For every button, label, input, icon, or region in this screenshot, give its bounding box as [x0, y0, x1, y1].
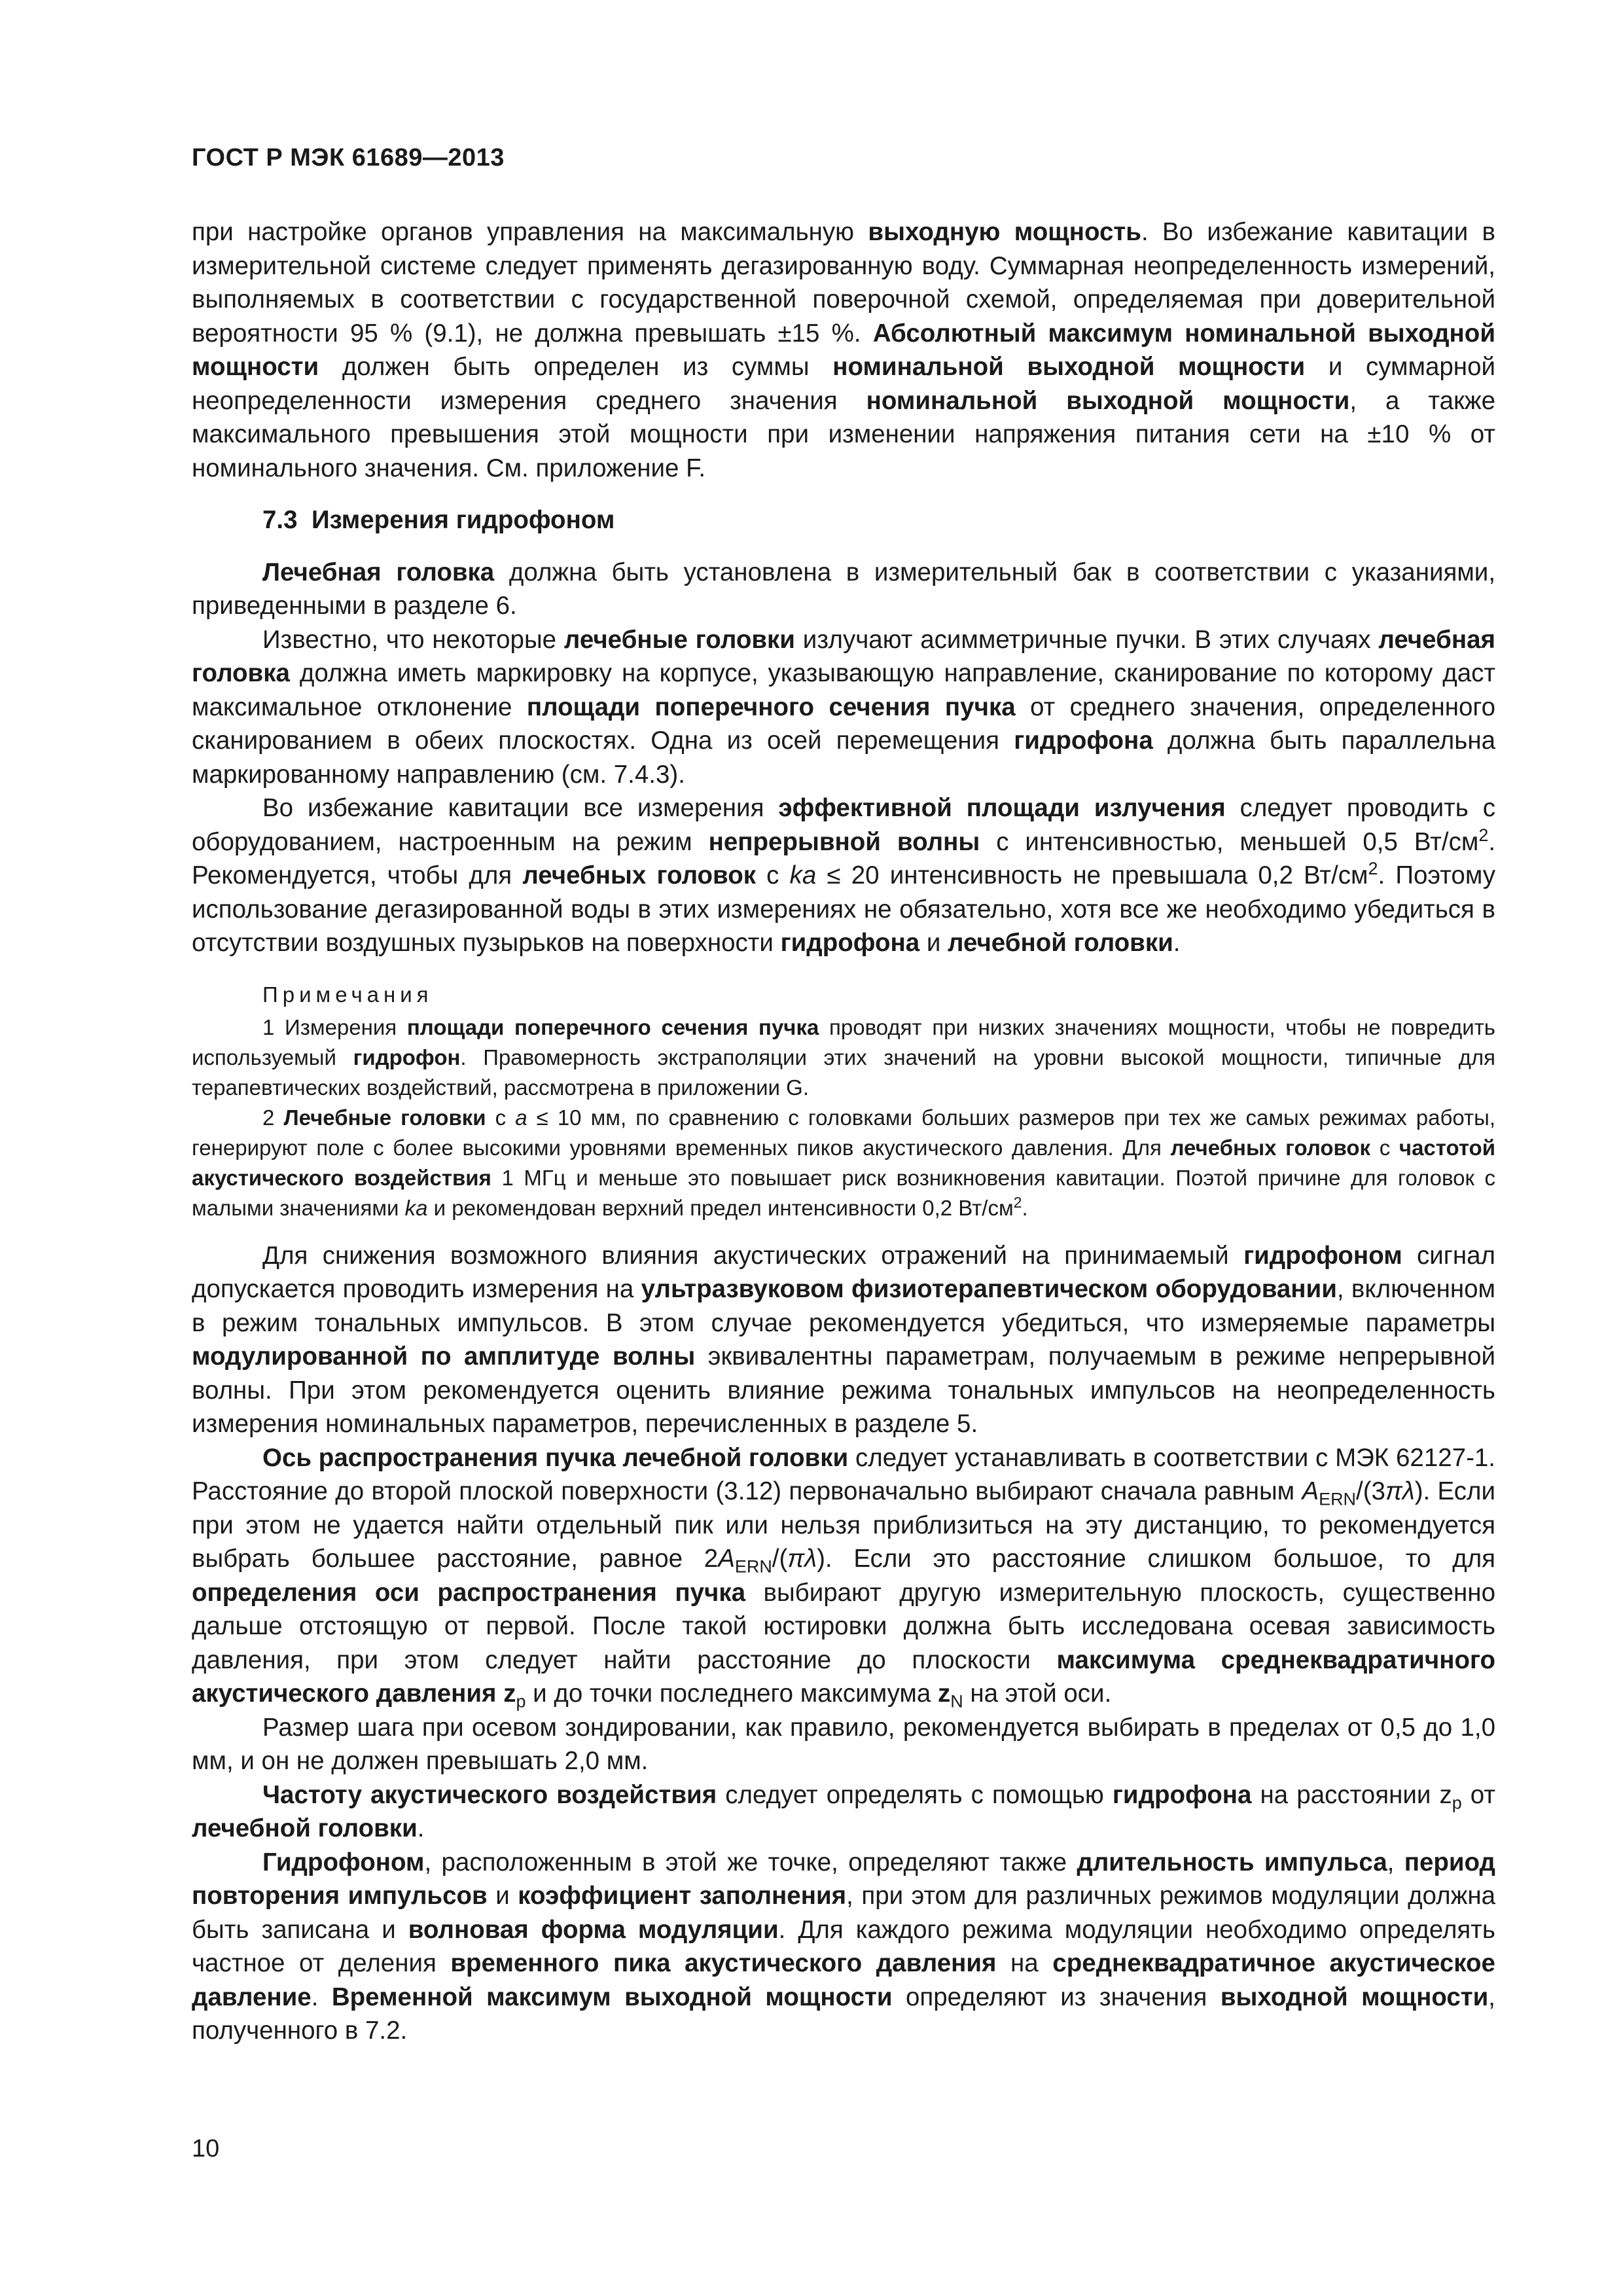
paragraph-beam-axis: Ось распространения пучка лечебной головки следует устанавливать в соответствии с МЭК 62127-1. Расстояние до второй плоской поверхности (3.12) первоначально выбирают сначала равным $A_{ERN}/(3\pi\lambda)$. Если при этом не удается найти отдельный пик или нельзя приблизиться на эту дистанцию, то рекомендуется выбрать большее расстояние, равное $2A_{ERN}/(\pi\lambda)$. Если это расстояние слишком большое, то для определения оси распространения пучка выбирают другую измерительную плоскость, существенно дальше отстоящую от первой. После такой юстировки должна быть исследована осевая зависимость давления, при этом следует найти расстояние до плоскости максимума среднеквадратичного акустического давления $z_p$ и до точки последнего максимума $z_N$ на этой оси.: [192, 1443, 1496, 1712]
paragraph-reflections: Для снижения возможного влияния акустических отражений на принимаемый гидрофоном сигнал допускается проводить измерения на ультразвуковом физиотерапевтическом оборудовании, включенном в режим тональных импульсов. В этом случае рекомендуется убедиться, что измеряемые параметры модулированной по амплитуде волны эквивалентны параметрам, получаемым в режиме непрерывной волны. При этом рекомендуется оценить влияние режима тональных импульсов на неопределенность измерения номинальных параметров, перечисленных в разделе 5.: [192, 1241, 1496, 1438]
paragraph-asymmetric-beams: Известно, что некоторые лечебные головки излучают асимметричные пучки. В этих случаях лечебная головка должна иметь маркировку на корпусе, указывающую направление, сканирование по которому даст максимальное отклонение площади поперечного сечения пучка от среднего значения, определенного сканированием в обеих плоскостях. Одна из осей перемещения гидрофона должна быть параллельна маркированному направлению (см. 7.4.3).: [192, 625, 1496, 789]
page-number: 10: [192, 2135, 220, 2162]
paragraph-step-size: Размер шага при осевом зондировании, как правило, рекомендуется выбирать в пределах от 0,5 до 1,0 мм, и он не должен превышать 2,0 мм.: [192, 1713, 1495, 1775]
notes-block: [192, 980, 1495, 1223]
paragraph-treatment-head-installation: Лечебная головка должна быть установлена в измерительный бак в соответствии с указаниями, приведенными в разделе 6.: [192, 558, 1496, 620]
section-heading: [262, 503, 1495, 537]
document-header: ГОСТ Р МЭК 61689—2013: [192, 144, 505, 171]
note-2: 2 Лечебные головки с a ≤ 10 мм, по сравнению с головками больших размеров при тех же самых режимах работы, генерируют поле с более высокими уровнями временных пиков акустического давления. Для лечебных головок с частотой акустического воздействия 1 МГц и меньше это повышает риск возникновения кавитации. Поэтой причине для головок с малыми значениями ka и рекомендован верхний предел интенсивности 0,2 $Вт/см^2$.: [192, 1105, 1496, 1220]
paragraph-intro: при настройке органов управления на максимальную выходную мощность. Во избежание кавитации в измерительной системе следует применять дегазированную воду. Суммарная неопределенность измерений, выполняемых в соответствии с государственной поверочной схемой, определяемая при доверительной вероятности 95 % (9.1), не должна превышать ±15 %. Абсолютный максимум номинальной выходной мощности должен быть определен из суммы номинальной выходной мощности и суммарной неопределенности измерения среднего значения номинальной выходной мощности, а также максимального превышения этой мощности при изменении напряжения питания сети на ±10 % от номинального значения. См. приложение F.: [192, 218, 1496, 482]
notes-heading: Примечания: [262, 982, 433, 1007]
paragraph-frequency: Частоту акустического воздействия следует определять с помощью гидрофона на расстоянии $z_p$ от лечебной головки.: [192, 1780, 1495, 1842]
note-1: 1 Измерения площади поперечного сечения пучка проводят при низких значениях мощности, чтобы не повредить используемый гидрофон. Правомерность экстраполяции этих значений на уровни высокой мощности, типичные для терапевтических воздействий, рассмотрена в приложении G.: [192, 1014, 1496, 1100]
paragraph-pulse-parameters: Гидрофоном, расположенным в этой же точке, определяют также длительность импульса, период повторения импульсов и коэффициент заполнения, при этом для различных режимов модуляции должна быть записана и волновая форма модуляции. Для каждого режима модуляции необходимо определять частное от деления временного пика акустического давления на среднеквадратичное акустическое давление. Временной максимум выходной мощности определяют из значения выходной мощности, полученного в 7.2.: [192, 1848, 1495, 2045]
document-page: [192, 144, 1495, 2048]
section-title: Измерения гидрофоном: [311, 506, 615, 534]
paragraph-cavitation: Во избежание кавитации все измерения эффективной площади излучения следует проводить с оборудованием, настроенным на режим непрерывной волны с интенсивностью, меньшей 0,5 $Вт/см^2$. Рекомендуется, чтобы для лечебных головок с ka ≤ 20 интенсивность не превышала 0,2 $Вт/см^2$. Поэтому использование дегазированной воды в этих измерениях не обязательно, хотя все же необходимо убедиться в отсутствии воздушных пузырьков на поверхности гидрофона и лечебной головки.: [192, 794, 1496, 957]
section-number: 7.3: [262, 506, 298, 534]
